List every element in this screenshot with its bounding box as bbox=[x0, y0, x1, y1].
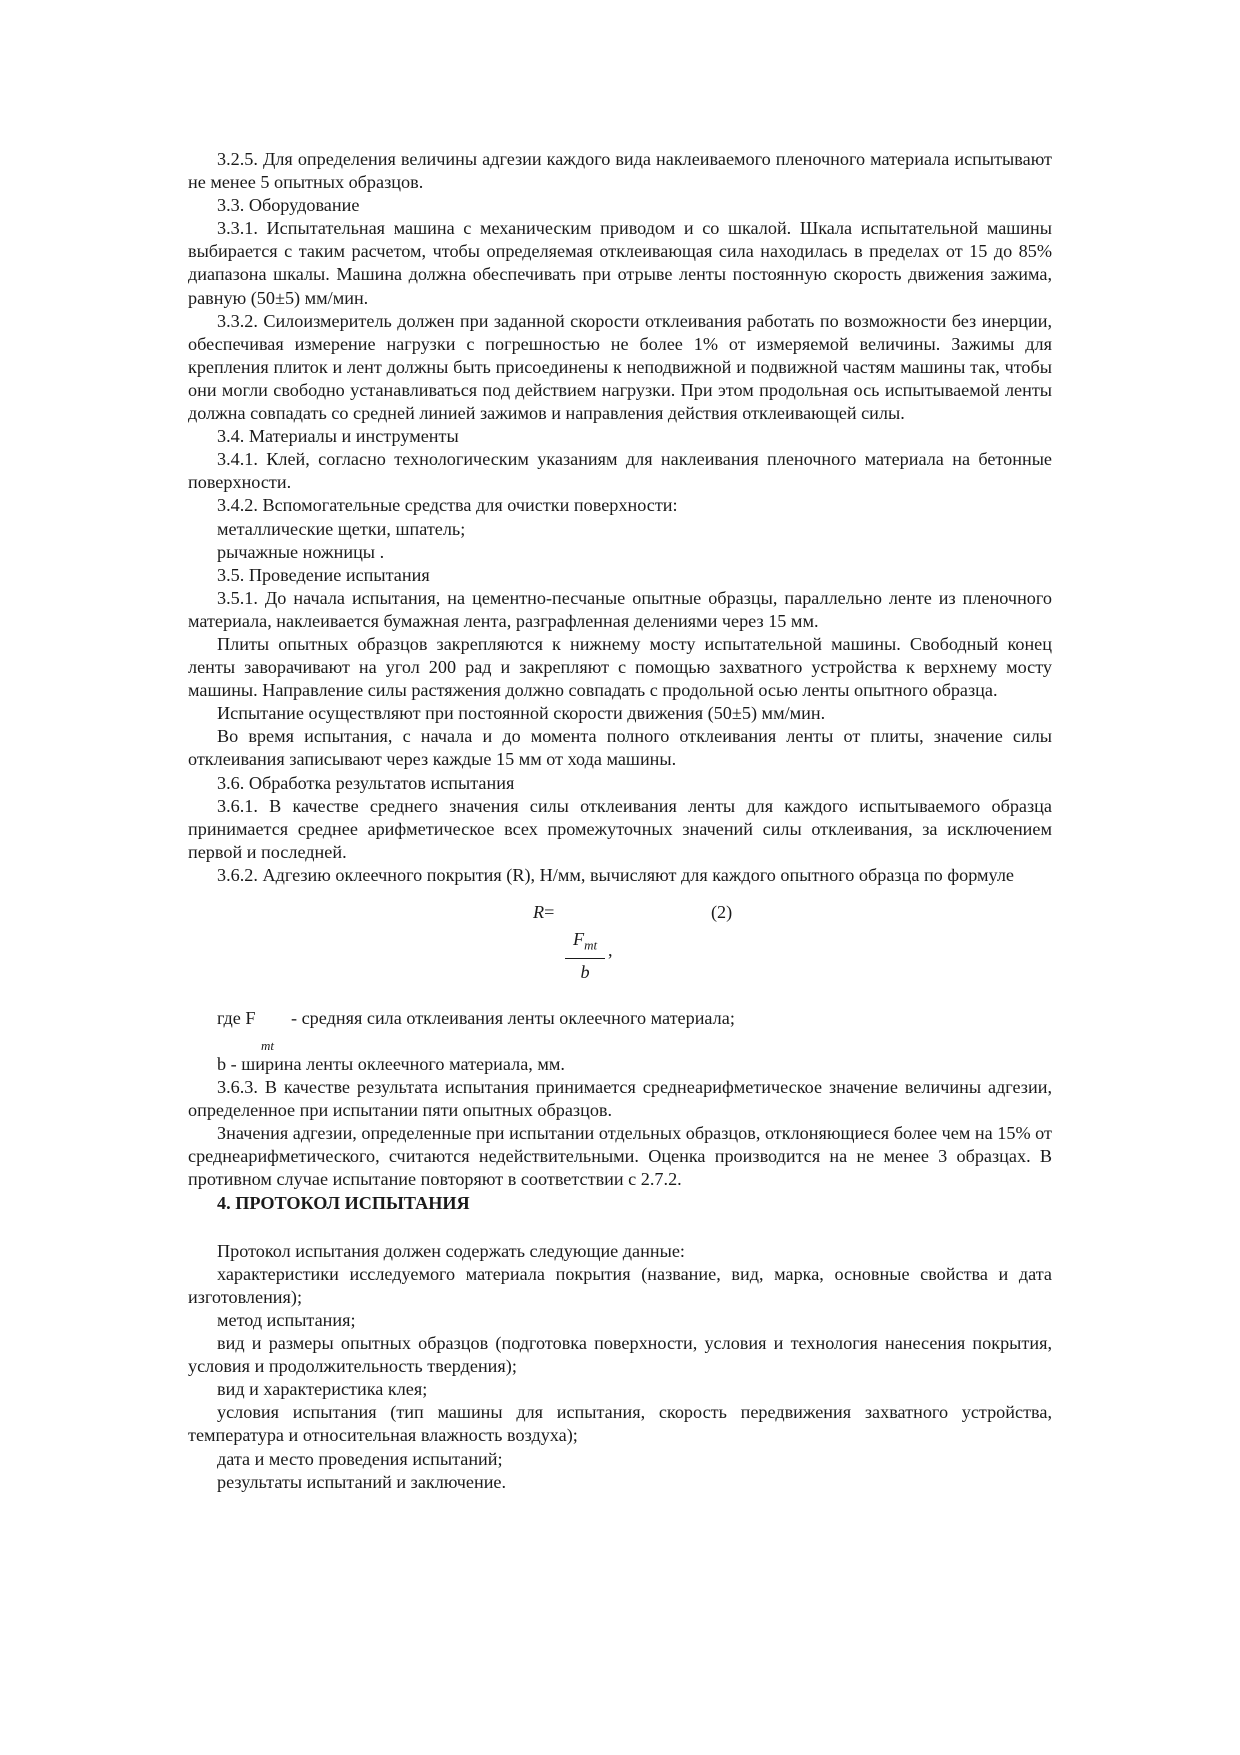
formula-fraction bbox=[565, 927, 605, 985]
paragraph-3-5-1: 3.5.1. До начала испытания, на цементно-песчаные опытные образцы, параллельно ленте из пленочного материала, наклеивается бумажная лента, разграфленная делениями через 15 мм. bbox=[188, 587, 1052, 631]
heading-3-5: 3.5. Проведение испытания bbox=[217, 564, 430, 585]
formula-legend-f bbox=[188, 1007, 1052, 1053]
list-item: результаты испытаний и заключение. bbox=[217, 1471, 507, 1492]
formula-number: (2) bbox=[711, 902, 733, 922]
list-item: вид и характеристика клея; bbox=[217, 1379, 428, 1400]
paragraph-during-test: Во время испытания, с начала и до момента полного отклеивания ленты от плиты, значение силы отклеивания записывают через каждые 15 мм от хода машины. bbox=[188, 726, 1052, 770]
paragraph-plates: Плиты опытных образцов закрепляются к нижнему мосту испытательной машины. Свободный конец ленты заворачивают на угол 200 рад и закрепляют с помощью захватного устройства к верхнему мосту машины. Направление силы растяжения должно совпадать с продольной осью ленты опытного образца. bbox=[188, 633, 1052, 701]
paragraph-3-2-5: 3.2.5. Для определения величины адгезии каждого вида наклеиваемого пленочного материала испытывают не менее 5 опытных образцов. bbox=[188, 149, 1052, 193]
list-item: характеристики исследуемого материала покрытия (название, вид, марка, основные свойства и дата изготовления); bbox=[188, 1263, 1052, 1307]
list-item: металлические щетки, шпатель; bbox=[217, 518, 466, 539]
legend-prefix: где F bbox=[217, 1008, 256, 1028]
list-item: дата и место проведения испытаний; bbox=[217, 1448, 503, 1469]
legend-subscript: mt bbox=[261, 1038, 274, 1053]
list-item: рычажные ножницы . bbox=[217, 541, 385, 562]
formula-numerator: $F_{mt}$ bbox=[565, 927, 605, 959]
list-item: метод испытания; bbox=[217, 1309, 356, 1330]
paragraph-3-4-2: 3.4.2. Вспомогательные средства для очистки поверхности: bbox=[217, 495, 678, 516]
paragraph-test-speed: Испытание осуществляют при постоянной скорости движения (50±5) мм/мин. bbox=[217, 703, 826, 724]
paragraph-3-6-2: 3.6.2. Адгезию оклеечного покрытия (R), Н/мм, вычисляют для каждого опытного образца по формуле bbox=[217, 864, 1014, 885]
heading-3-6: 3.6. Обработка результатов испытания bbox=[217, 772, 515, 793]
paragraph-3-3-1: 3.3.1. Испытательная машина с механическим приводом и со шкалой. Шкала испытательной машины выбирается с таким расчетом, чтобы определяемая отклеивающая сила находилась в пределах от 15 до 85% диапазона шкалы. Машина должна обеспечивать при отрыве ленты постоянную скорость движения зажима, равную (50±5) мм/мин. bbox=[188, 218, 1052, 308]
list-item: вид и размеры опытных образцов (подготовка поверхности, условия и технология нанесения покрытия, условия и продолжительность твердения); bbox=[188, 1333, 1052, 1377]
heading-3-4: 3.4. Материалы и инструменты bbox=[217, 426, 459, 447]
legend-text: - средняя сила отклеивания ленты оклеечного материала; bbox=[291, 1008, 735, 1028]
formula-2 bbox=[188, 887, 1052, 1007]
heading-3-3: 3.3. Оборудование bbox=[217, 195, 360, 216]
paragraph-3-3-2: 3.3.2. Силоизмеритель должен при заданной скорости отклеивания работать по возможности без инерции, обеспечивая измерение нагрузки с погрешностью не более 1% от измеряемой величины. Зажимы для крепления плиток и лент должны быть присоединены к неподвижной и подвижной частям машины так, чтобы они могли свободно устанавливаться под действием нагрузки. При этом продольная ось испытываемой ленты должна совпадать со средней линией зажимов и направления действия отклеивающей силы. bbox=[188, 310, 1052, 424]
formula-denominator: b bbox=[580, 961, 590, 982]
list-item: условия испытания (тип машины для испытания, скорость передвижения захватного устройства, температура и относительная влажность воздуха); bbox=[188, 1402, 1052, 1446]
formula-lhs: R= bbox=[533, 902, 555, 922]
paragraph-3-6-1: 3.6.1. В качестве среднего значения силы отклеивания ленты для каждого испытываемого образца принимается среднее арифметическое всех промежуточных значений силы отклеивания, за исключением первой и последней. bbox=[188, 795, 1052, 862]
document-page bbox=[188, 148, 1052, 1494]
formula-legend-b: b - ширина ленты оклеечного материала, мм. bbox=[217, 1054, 565, 1074]
paragraph-3-4-1: 3.4.1. Клей, согласно технологическим указаниям для наклеивания пленочного материала на бетонные поверхности. bbox=[188, 449, 1052, 493]
paragraph-protocol-intro: Протокол испытания должен содержать следующие данные: bbox=[217, 1240, 685, 1261]
spacer bbox=[188, 1215, 1052, 1240]
paragraph-adhesion-values: Значения адгезии, определенные при испытании отдельных образцов, отклоняющиеся более чем на 15% от среднеарифметического, считаются недействительными. Оценка производится на не менее 3 образцах. В противном случае испытание повторяют в соответствии с 2.7.2. bbox=[188, 1123, 1052, 1190]
section-heading-4: 4. ПРОТОКОЛ ИСПЫТАНИЯ bbox=[217, 1192, 470, 1213]
paragraph-3-6-3: 3.6.3. В качестве результата испытания принимается среднеарифметическое значение величины адгезии, определенное при испытании пяти опытных образцов. bbox=[188, 1077, 1052, 1121]
formula-comma: , bbox=[608, 940, 613, 960]
